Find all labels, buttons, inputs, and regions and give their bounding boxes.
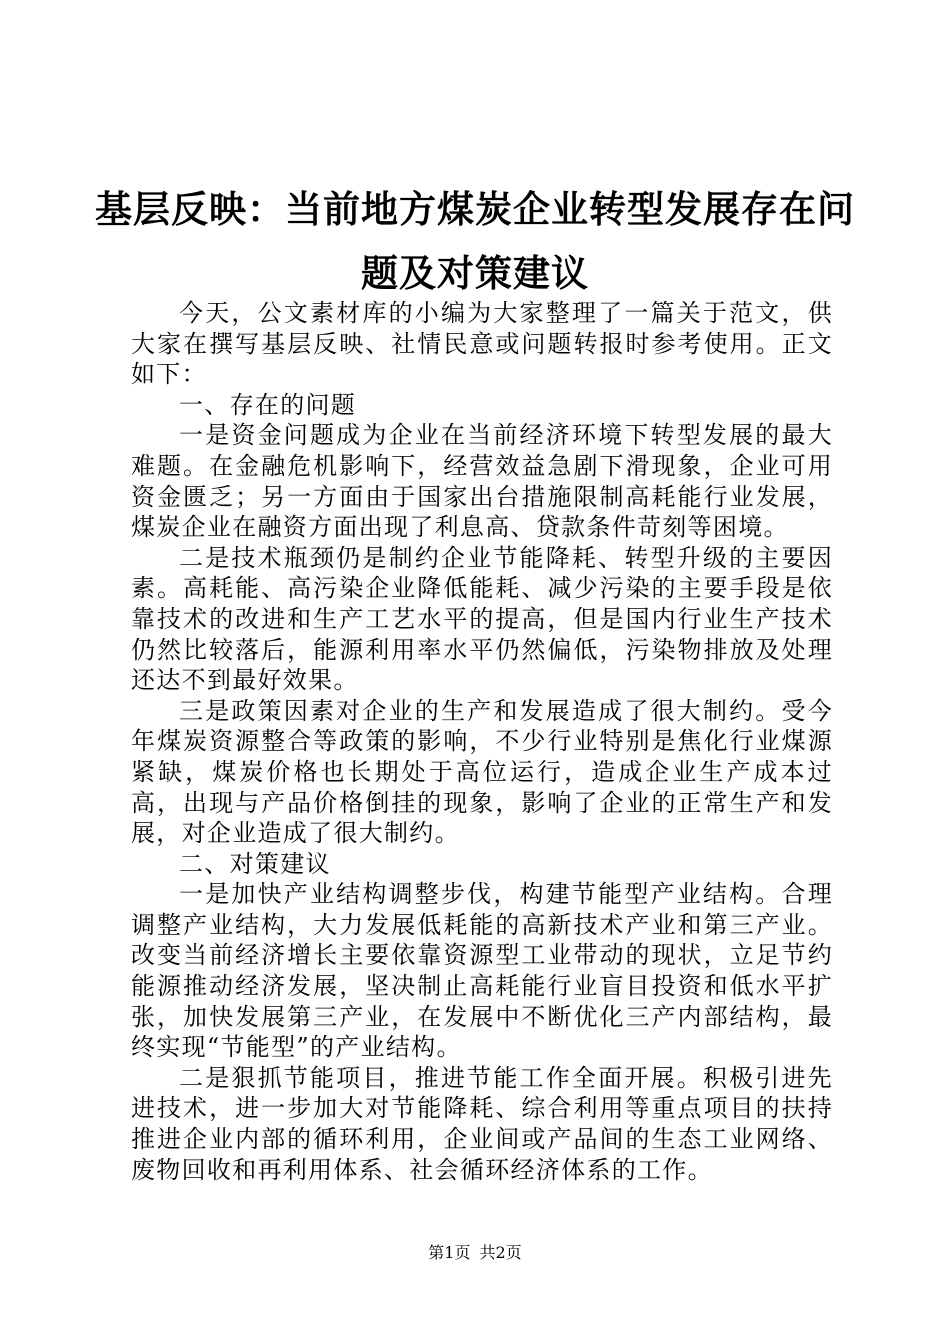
page-footer (0, 1242, 950, 1264)
document-body (131, 298, 833, 1185)
problem-paragraph-3: 三是政策因素对企业的生产和发展造成了很大制约。受今年煤炭资源整合等政策的影响，不少行业特别是焦化行业煤源紧缺，煤炭价格也长期处于高位运行，造成企业生产成本过高，出现与产品价格倒挂的现象，影响了企业的正常生产和发展，对企业造成了很大制约。 (131, 696, 833, 848)
suggestion-paragraph-2: 二是狠抓节能项目，推进节能工作全面开展。积极引进先进技术，进一步加大对节能降耗、综合利用等重点项目的扶持推进企业内部的循环利用，企业间或产品间的生态工业网络、废物回收和再利用体系、社会循环经济体系的工作。 (131, 1063, 833, 1184)
problem-paragraph-1: 一是资金问题成为企业在当前经济环境下转型发展的最大难题。在金融危机影响下，经营效益急剧下滑现象，企业可用资金匮乏；另一方面由于国家出台措施限制高耗能行业发展，煤炭企业在融资方面出现了利息高、贷款条件苛刻等困境。 (131, 421, 833, 542)
document-title-line-1: 基层反映：当前地方煤炭企业转型发展存在问 (95, 188, 855, 231)
intro-paragraph: 今天，公文素材库的小编为大家整理了一篇关于范文，供大家在撰写基层反映、社情民意或问题转报时参考使用。正文如下： (131, 299, 833, 389)
page-total: 共2页 (479, 1243, 522, 1262)
document-title (0, 178, 950, 306)
document-title-line-2: 题及对策建议 (361, 252, 589, 295)
problem-paragraph-2: 二是技术瓶颈仍是制约企业节能降耗、转型升级的主要因素。高耗能、高污染企业降低能耗、减少污染的主要手段是依靠技术的改进和生产工艺水平的提高，但是国内行业生产技术仍然比较落后，能源利用率水平仍然偏低，污染物排放及处理还达不到最好效果。 (131, 543, 833, 695)
suggestion-paragraph-1: 一是加快产业结构调整步伐，构建节能型产业结构。合理调整产业结构，大力发展低耗能的高新技术产业和第三产业。改变当前经济增长主要依靠资源型工业带动的现状，立足节约能源推动经济发展，坚决制止高耗能行业盲目投资和低水平扩张，加快发展第三产业，在发展中不断优化三产内部结构，最终实现“节能型”的产业结构。 (131, 880, 833, 1062)
section-heading-suggestions: 二、对策建议 (179, 849, 331, 878)
page-number: 第1页 (428, 1243, 471, 1262)
section-heading-problems: 一、存在的问题 (179, 390, 357, 419)
